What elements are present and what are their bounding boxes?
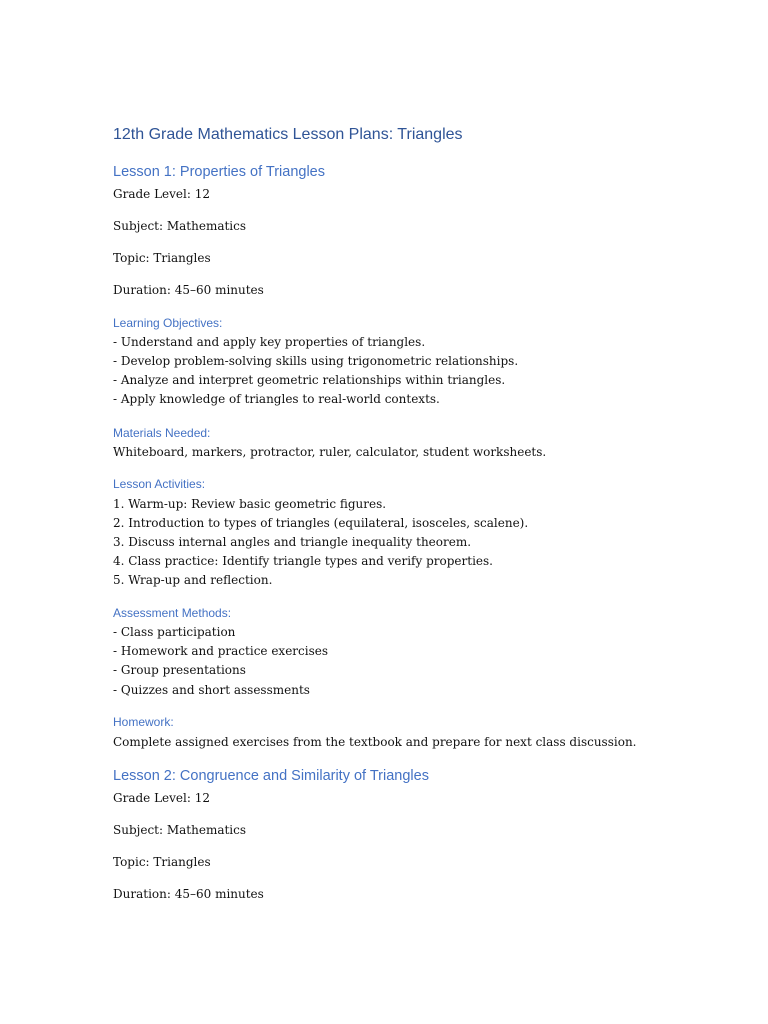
document-title: 12th Grade Mathematics Lesson Plans: Triangles <box>113 126 463 143</box>
activity-item: 2. Introduction to types of triangles (equilateral, isosceles, scalene). <box>113 516 529 530</box>
lesson-1-duration: Duration: 45–60 minutes <box>113 283 264 297</box>
assessment-item: - Class participation <box>113 625 236 639</box>
activities-heading: Lesson Activities: <box>113 477 206 491</box>
activity-item: 4. Class practice: Identify triangle types and verify properties. <box>113 554 493 568</box>
materials-heading: Materials Needed: <box>113 426 211 440</box>
assessment-item: - Group presentations <box>113 663 246 677</box>
lesson-2-grade-level: Grade Level: 12 <box>113 791 210 805</box>
lesson-2-heading: Lesson 2: Congruence and Similarity of Triangles <box>113 768 429 784</box>
activity-item: 5. Wrap-up and reflection. <box>113 573 273 587</box>
lesson-2-subject: Subject: Mathematics <box>113 823 247 837</box>
lesson-1-topic: Topic: Triangles <box>113 251 211 265</box>
objective-item: - Develop problem-solving skills using trigonometric relationships. <box>113 354 519 368</box>
activity-item: 1. Warm-up: Review basic geometric figures. <box>113 497 387 511</box>
lesson-2-duration: Duration: 45–60 minutes <box>113 887 264 901</box>
objective-item: - Understand and apply key properties of triangles. <box>113 335 426 349</box>
lesson-2-topic: Topic: Triangles <box>113 855 211 869</box>
homework-text: Complete assigned exercises from the textbook and prepare for next class discussion. <box>113 735 637 749</box>
lesson-1-grade-level: Grade Level: 12 <box>113 187 210 201</box>
objective-item: - Analyze and interpret geometric relationships within triangles. <box>113 373 506 387</box>
homework-heading: Homework: <box>113 715 174 729</box>
assessment-item: - Homework and practice exercises <box>113 644 329 658</box>
materials-text: Whiteboard, markers, protractor, ruler, calculator, student worksheets. <box>113 445 547 459</box>
activity-item: 3. Discuss internal angles and triangle inequality theorem. <box>113 535 472 549</box>
lesson-1-subject: Subject: Mathematics <box>113 219 247 233</box>
learning-objectives-heading: Learning Objectives: <box>113 316 223 330</box>
assessment-item: - Quizzes and short assessments <box>113 683 310 697</box>
lesson-1-heading: Lesson 1: Properties of Triangles <box>113 164 325 180</box>
assessment-heading: Assessment Methods: <box>113 606 232 620</box>
objective-item: - Apply knowledge of triangles to real-world contexts. <box>113 392 440 406</box>
